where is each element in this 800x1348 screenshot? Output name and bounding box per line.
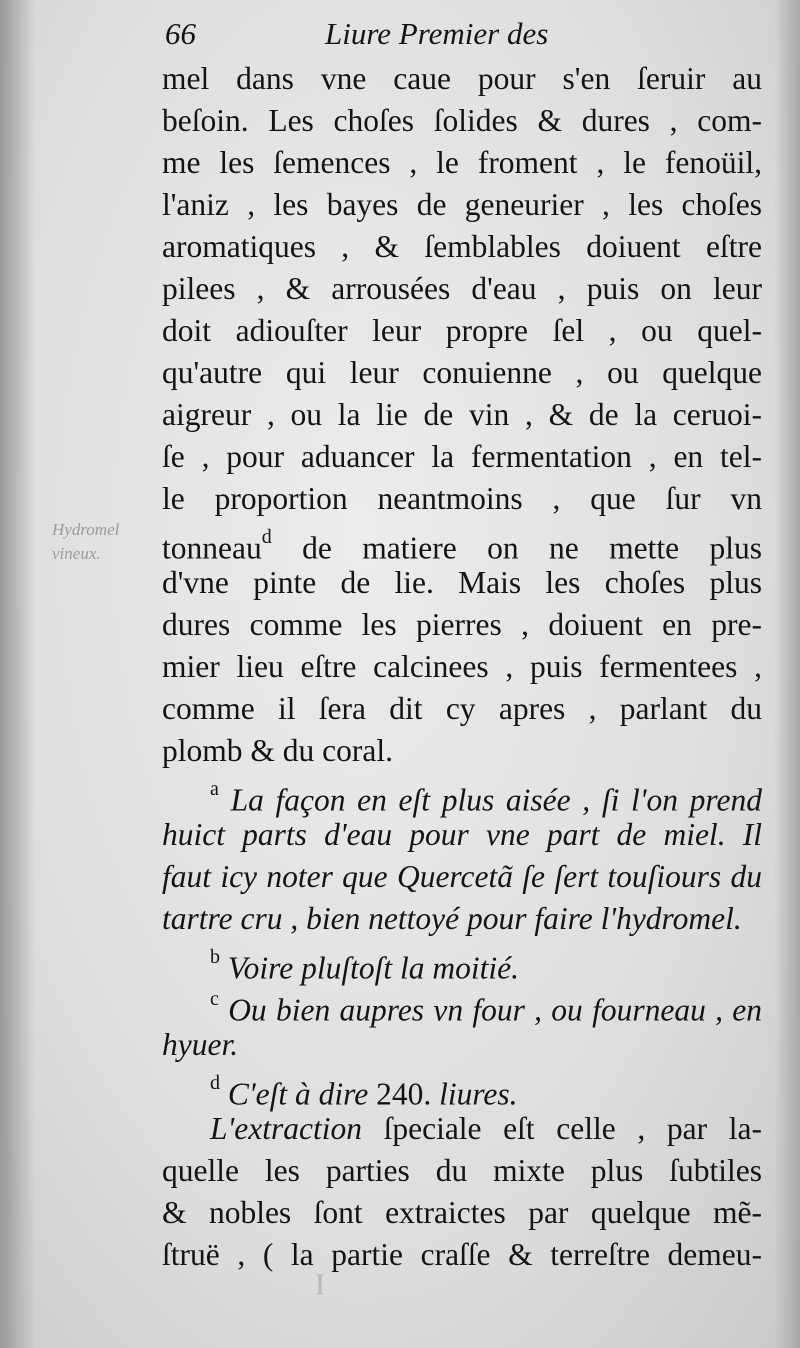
footnote-a-line: huict parts d'eau pour vne part de miel. Il xyxy=(162,817,762,852)
page-header xyxy=(165,16,765,56)
footnote-mark: b xyxy=(210,946,220,968)
footnote-text: liures. xyxy=(439,1076,518,1112)
text-line: l'aniz , les bayes de geneurier , les choſes xyxy=(162,187,762,222)
footnote-c-line: hyuer. xyxy=(162,1027,239,1062)
footnote-c-line xyxy=(162,982,763,1028)
text-line: dures comme les pierres , doiuent en pre- xyxy=(162,607,762,642)
text-line: & nobles ſont extraictes par quelque mẽ- xyxy=(162,1195,762,1230)
text-fragment: ſpeciale eſt celle , par la- xyxy=(361,1111,762,1146)
footnote-text: Voire pluſtoſt la moitié. xyxy=(227,950,519,986)
section-keyword: L'extraction xyxy=(210,1111,362,1146)
footnote-reference: d xyxy=(261,526,272,548)
footnote-text: La façon en eſt plus aisée , ſi l'on prend xyxy=(230,782,762,818)
footnote-number: 240. xyxy=(368,1076,440,1112)
running-head: Liure Premier des xyxy=(325,16,549,51)
footnote-b-line xyxy=(162,940,762,986)
footnote-mark: c xyxy=(210,988,219,1010)
text-line: mel dans vne caue pour s'en ſeruir au xyxy=(162,61,762,96)
text-line: le proportion neantmoins , que ſur vn xyxy=(162,481,762,516)
main-text xyxy=(162,58,762,1276)
text-line: plomb & du coral. xyxy=(162,733,393,768)
text-line: aromatiques , & ſemblables doiuent eſtre xyxy=(162,229,762,264)
margin-note xyxy=(52,518,150,566)
text-line: me les ſemences , le froment , le fenoüil, xyxy=(162,145,762,180)
text-line: aigreur , ou la lie de vin , & de la ceruoi- xyxy=(162,397,762,432)
text-line: comme il ſera dit cy apres , parlant du xyxy=(162,691,762,726)
footnote-a-line: faut icy noter que Quercetã ſe ſert touſiours du xyxy=(162,859,762,894)
text-line: mier lieu eſtre calcinees , puis fermentees , xyxy=(162,649,762,684)
footnote-mark: a xyxy=(210,778,219,800)
footnote-text: Ou bien aupres vn four , ou fourneau , en xyxy=(228,992,763,1028)
footnote-a-line xyxy=(162,772,762,818)
text-line: qu'autre qui leur conuienne , ou quelque xyxy=(162,355,762,390)
text-line: doit adiouſter leur propre ſel , ou quel- xyxy=(162,313,762,348)
text-line xyxy=(162,520,762,566)
margin-note-line: vineux. xyxy=(52,544,101,563)
text-line xyxy=(162,1108,762,1150)
footnote-text: C'eſt à dire xyxy=(227,1076,369,1112)
text-line: ſe , pour aduancer la fermentation , en tel- xyxy=(162,439,762,474)
signature-mark: I xyxy=(315,1268,325,1301)
margin-note-line: Hydromel xyxy=(52,520,120,539)
page-edge-shadow xyxy=(774,0,800,1348)
footnote-a-line: tartre cru , bien nettoyé pour faire l'hydromel. xyxy=(162,901,742,936)
text-line: d'vne pinte de lie. Mais les choſes plus xyxy=(162,565,762,600)
gutter-shadow xyxy=(0,0,36,1348)
text-line: pilees , & arrousées d'eau , puis on leur xyxy=(162,271,762,306)
text-fragment: tonneau xyxy=(162,530,262,566)
footnote-mark: d xyxy=(210,1072,220,1094)
text-fragment: de matiere on ne mette plus xyxy=(271,530,762,566)
page-number: 66 xyxy=(165,16,196,51)
text-line: beſoin. Les choſes ſolides & dures , com- xyxy=(162,103,762,138)
text-line: ſtruë , ( la partie craſſe & terreſtre demeu- xyxy=(162,1237,762,1272)
text-line: quelle les parties du mixte plus ſubtiles xyxy=(162,1153,762,1188)
footnote-d-line xyxy=(162,1066,762,1112)
